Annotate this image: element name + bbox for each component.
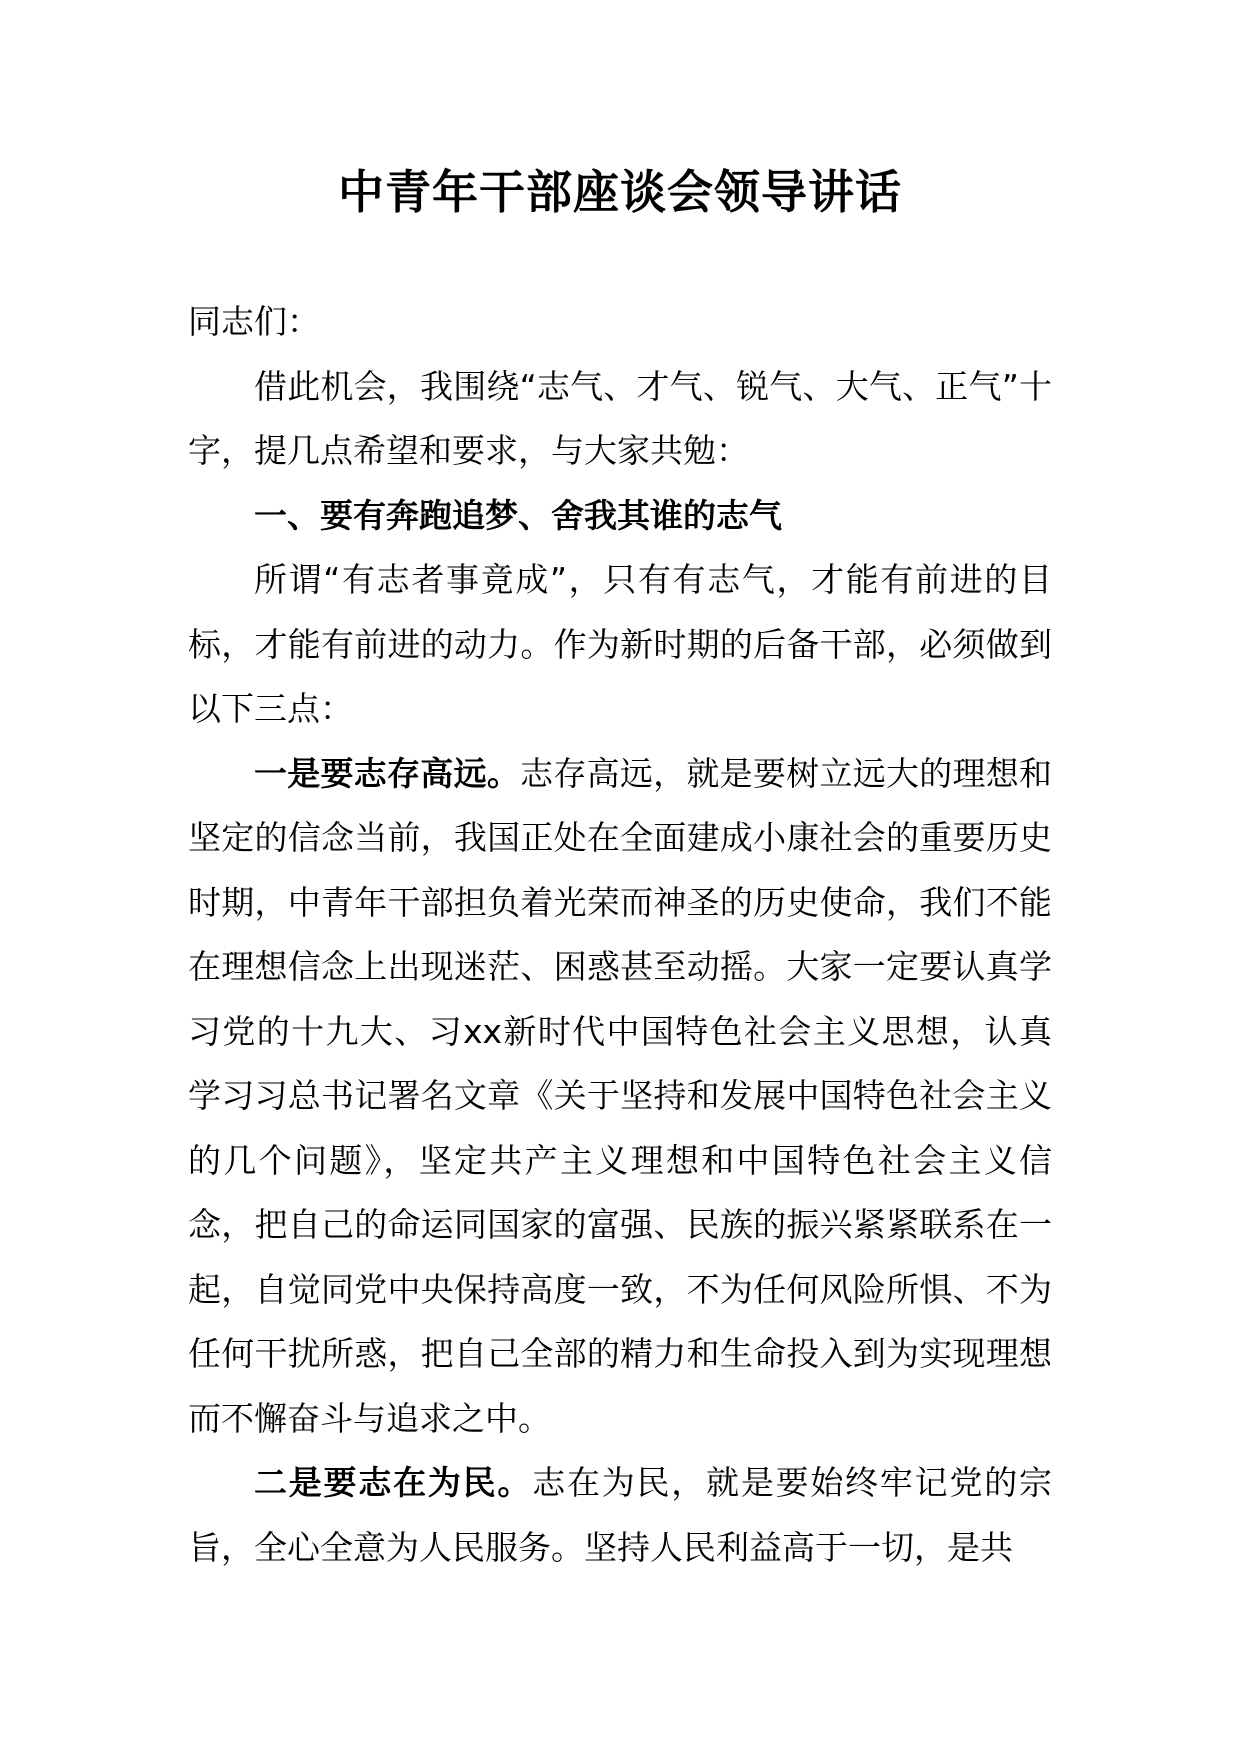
point-one-lead: 一是要志存高远。: [254, 753, 521, 793]
salutation: 同志们：: [188, 302, 320, 341]
document-title: 中青年干部座谈会领导讲话: [338, 165, 902, 219]
intro-paragraph: 借此机会，我围绕“志气、才气、锐气、大气、正气”十字，提几点希望和要求，与大家共勉：: [188, 366, 1052, 470]
point-one-paragraph: [188, 742, 1052, 1452]
point-one-text: 志存高远，就是要树立远大的理想和坚定的信念当前，我国正处在全面建成小康社会的重要历史时期，中青年干部担负着光荣而神圣的历史使命，我们不能在理想信念上出现迷茫、困惑甚至动摇。大家一定要认真学习党的十九大、习xx新时代中国特色社会主义思想，认真学习习总书记署名文章《关于坚持和发展中国特色社会主义的几个问题》，坚定共产主义理想和中国特色社会主义信念，把自己的命运同国家的富强、民族的振兴紧紧联系在一起，自觉同党中央保持高度一致，不为任何风险所惧、不为任何干扰所惑，把自己全部的精力和生命投入到为实现理想而不懈奋斗与追求之中。: [188, 753, 1053, 1438]
point-two-text: 志在为民，就是要始终牢记党的宗旨，全心全意为人民服务。坚持人民利益高于一切，是共: [188, 1463, 1053, 1567]
section-heading: 一、要有奔跑追梦、舍我其谁的志气: [254, 495, 782, 535]
document-body: [188, 290, 1052, 1580]
point-two-paragraph: [188, 1451, 1052, 1580]
section-intro-paragraph: 所谓“有志者事竟成”，只有有志气，才能有前进的目标，才能有前进的动力。作为新时期的后备干部，必须做到以下三点：: [188, 560, 1052, 728]
point-two-lead: 二是要志在为民。: [254, 1463, 533, 1502]
